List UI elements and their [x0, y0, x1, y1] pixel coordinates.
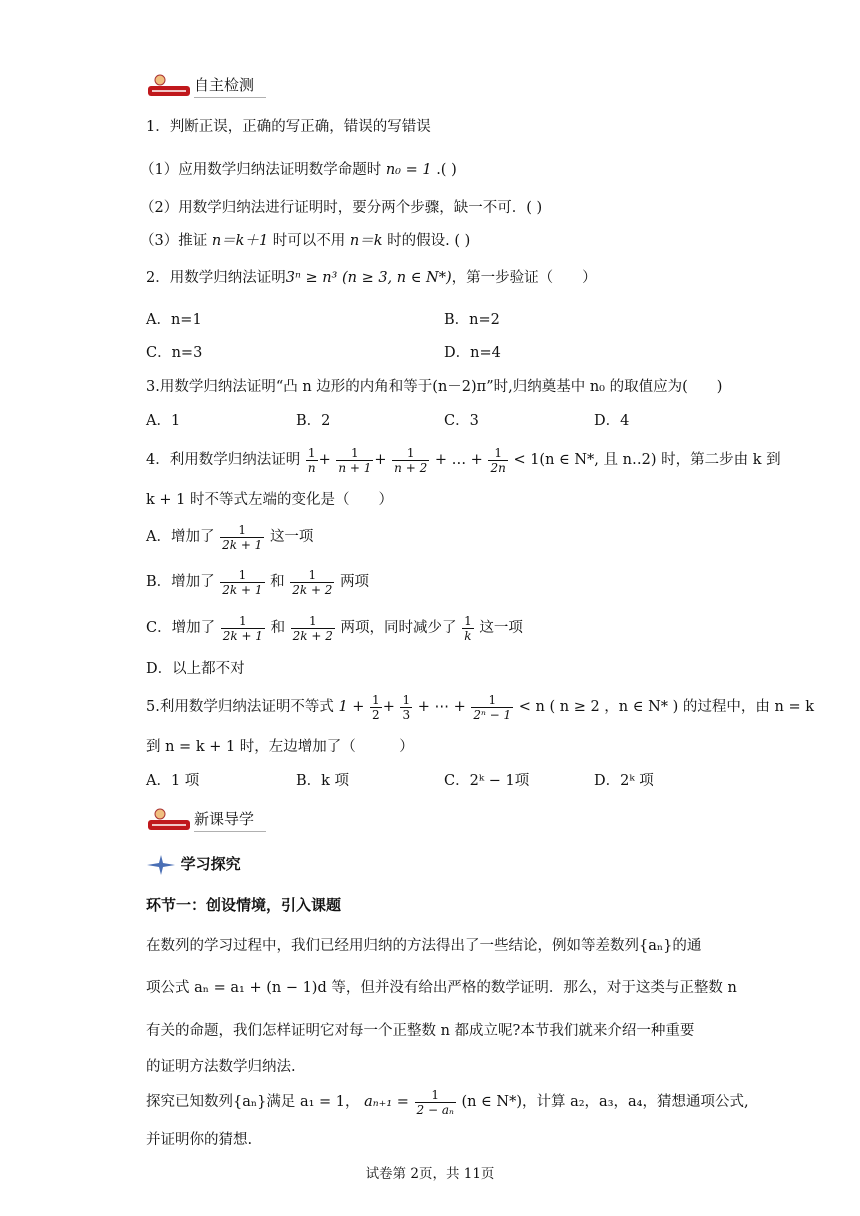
q4-option-d: D．以上都不对 — [146, 661, 245, 677]
explore-title: 学习探究 — [180, 855, 241, 873]
q4-frac-1-2k1 — [220, 568, 264, 597]
q5-frac-den: 3 — [402, 707, 411, 722]
section-logo-icon — [146, 74, 192, 98]
section-header-self-check — [146, 72, 266, 98]
section-logo-icon — [146, 808, 192, 832]
q2-stem-a: 2．用数学归纳法证明 — [146, 270, 286, 286]
q4-stem-tail: < 1(n ∈ N*, 且 n‥2) 时，第二步由 k 到 — [513, 452, 781, 468]
q5-frac-num: 1 — [372, 692, 380, 707]
q4-frac-den: 2k + 1 — [222, 582, 263, 597]
q2-stem — [146, 268, 597, 288]
q1-statement-3 — [140, 231, 470, 251]
q4-a-tail: 这一项 — [269, 529, 314, 545]
q2-option-c: C．n=3 — [146, 345, 203, 361]
page-footer: 试卷第 2页，共 11页 — [365, 1166, 495, 1182]
q5-frac-den: 2 — [372, 707, 380, 722]
q3-option-c: C．3 — [444, 413, 479, 429]
q5-stem-line2: 到 n = k + 1 时，左边增加了（ ） — [146, 739, 414, 755]
q1-statement-2: （2）用数学归纳法进行证明时，要分两个步骤，缺一不可．( ) — [140, 200, 543, 216]
q1-s3-c: 时可以不用 — [268, 233, 350, 249]
q5-math-b: + ⋯ + — [417, 699, 466, 715]
q4-frac-num: 1 — [239, 613, 247, 628]
section-header-new-lesson — [146, 806, 266, 832]
q1-s3-e: 时的假设. ( ) — [382, 233, 471, 249]
star-icon — [146, 854, 176, 876]
q4-frac-1-n2 — [392, 446, 429, 475]
q4-frac-1-k — [462, 614, 474, 643]
q5-option-a: A．1 项 — [146, 773, 200, 789]
q4-c-tail: 两项，同时减少了 — [340, 620, 457, 636]
q3-option-a: A．1 — [146, 413, 181, 429]
q4-stem-mid: + … + — [434, 452, 483, 468]
q4-frac-1-2k1 — [220, 523, 264, 552]
q4-frac-den: k — [464, 628, 472, 643]
q4-frac-num: 1 — [351, 445, 359, 460]
q4-frac-num: 1 — [464, 613, 472, 628]
q4-frac-num: 1 — [406, 445, 415, 460]
q5-frac-num: 1 — [402, 692, 411, 707]
explore-frac-den: 2 − aₙ — [416, 1102, 454, 1117]
explore-text-line-2: 并证明你的猜想. — [146, 1132, 253, 1148]
q4-frac-num: 1 — [494, 445, 502, 460]
q1-s1-text: （1）应用数学归纳法证明数学命题时 — [140, 162, 382, 178]
para-line-2: 项公式 aₙ = a₁ + (n − 1)d 等，但并没有给出严格的数学证明．那么，对于这类与正整数 n — [146, 980, 737, 996]
q4-b-mid: 和 — [270, 574, 285, 590]
q4-frac-den: n — [307, 460, 316, 475]
q5-math-a: 1 + — [338, 699, 365, 715]
q2-stem-math: 3ⁿ ≥ n³ (n ≥ 3, n ∈ N*) — [285, 270, 452, 286]
q4-frac-1-2k1 — [221, 614, 265, 643]
q4-frac-num: 1 — [238, 567, 247, 582]
q5-option-d: D．2ᵏ 项 — [594, 773, 654, 789]
section-title: 新课导学 — [194, 808, 266, 832]
q4-option-c — [146, 613, 523, 643]
q5-frac-1-2n1 — [471, 693, 513, 722]
link1-title: 环节一：创设情境，引入课题 — [146, 896, 342, 914]
q2-option-d: D．n=4 — [444, 345, 501, 361]
q4-frac-1-2k2 — [290, 568, 334, 597]
q4-frac-1-n — [306, 446, 318, 475]
q3-option-b: B．2 — [296, 413, 331, 429]
q4-frac-den: n + 2 — [394, 460, 428, 475]
q4-c-mid: 和 — [270, 620, 286, 636]
q4-a-text: A．增加了 — [146, 529, 215, 545]
q5-frac-1-2 — [370, 693, 382, 722]
explore-l1-a: 探究已知数列{aₙ}满足 a₁ = 1， — [146, 1094, 360, 1110]
q4-stem-line2: k + 1 时不等式左端的变化是（ ） — [146, 492, 393, 508]
explore-l1-lhs: aₙ₊₁ = — [364, 1094, 409, 1110]
q4-frac-num: 1 — [307, 445, 316, 460]
q3-stem: 3.用数学归纳法证明“凸 n 边形的内角和等于(n－2)π”时,归纳奠基中 n₀ 的取值应为( ) — [146, 379, 723, 395]
q4-stem-a: 4．利用数学归纳法证明 — [146, 452, 301, 468]
q1-s1-tail: .( ) — [436, 162, 457, 178]
q4-frac-1-n1 — [336, 446, 373, 475]
para-line-1: 在数列的学习过程中，我们已经用归纳的方法得出了一些结论，例如等差数列{aₙ}的通 — [146, 938, 702, 954]
q5-stem-tail: < n ( n ≥ 2 ，n ∈ N* ) 的过程中，由 n = k — [518, 699, 814, 715]
q5-option-c: C．2ᵏ − 1项 — [444, 773, 530, 789]
q4-b-text: B．增加了 — [146, 574, 215, 590]
q1-s3-a: （3）推证 — [140, 233, 212, 249]
q1-s3-d: n＝k — [349, 233, 383, 249]
q2-stem-b: ，第一步验证（ ） — [451, 270, 597, 286]
para-line-3: 有关的命题，我们怎样证明它对每一个正整数 n 都成立呢?本节我们就来介绍一种重要 — [146, 1023, 695, 1039]
q1-s3-b: n＝k＋1 — [211, 233, 269, 249]
q5-stem-a: 5.利用数学归纳法证明不等式 — [146, 699, 334, 715]
q5-stem: 5.利用数学归纳法证明不等式 1 + $\frac{1}{2}$ + $\frac{1}{3}$ + ⋯ + $\frac{1}{\text{2ⁿ − 1}}$ < n ( n ≥ 2 ，n ∈ N* ) 的过程中，由 n = k — [146, 692, 814, 722]
q4-frac-den: 2k + 1 — [222, 628, 263, 643]
q4-frac-den: 2k + 2 — [292, 628, 333, 643]
q4-frac-num: 1 — [308, 567, 317, 582]
q1-statement-1 — [140, 160, 457, 180]
explore-frac — [415, 1088, 456, 1117]
q2-option-b: B．n=2 — [444, 312, 500, 328]
q4-frac-1-2n — [488, 446, 507, 475]
explore-heading — [146, 854, 241, 876]
q4-frac-num: 1 — [308, 613, 317, 628]
q4-option-b — [146, 567, 369, 597]
q5-frac-den: 2ⁿ − 1 — [473, 707, 512, 722]
q3-option-d: D．4 — [594, 413, 630, 429]
q4-frac-den: 2n — [490, 460, 506, 475]
q4-option-a — [146, 522, 313, 552]
q2-option-a: A．n=1 — [146, 312, 202, 328]
q4-frac-den: n + 1 — [338, 460, 372, 475]
q4-c-tail2: 这一项 — [479, 620, 523, 636]
q4-frac-den: 2k + 2 — [292, 582, 333, 597]
explore-text-line-1 — [146, 1086, 749, 1118]
q4-frac-1-2k2 — [291, 614, 335, 643]
q5-frac-1-3 — [400, 693, 412, 722]
q5-frac-num: 1 — [488, 692, 497, 707]
q5-option-b: B．k 项 — [296, 773, 350, 789]
q1-s1-math: n₀ = 1 — [385, 162, 432, 178]
q4-frac-num: 1 — [238, 522, 247, 537]
q4-frac-den: 2k + 1 — [222, 537, 263, 552]
section-title: 自主检测 — [194, 74, 266, 98]
para-line-4: 的证明方法数学归纳法. — [146, 1059, 296, 1075]
q4-b-tail: 两项 — [340, 574, 370, 590]
explore-l1-b: (n ∈ N*)，计算 a₂，a₃，a₄，猜想通项公式, — [461, 1094, 749, 1110]
explore-frac-num: 1 — [431, 1087, 439, 1102]
q4-c-text: C．增加了 — [146, 620, 216, 636]
q4-stem: 4．利用数学归纳法证明 $\frac{1}{n}$ + $\frac{1}{n + 1}$ + $\frac{1}{n + 2}$ + … + $\frac{1}{2n}$ < 1(n ∈ N*, 且 n‥2) 时，第二步由 k 到 — [146, 445, 781, 475]
q1-stem: 1．判断正误，正确的写正确，错误的写错误 — [146, 119, 431, 135]
